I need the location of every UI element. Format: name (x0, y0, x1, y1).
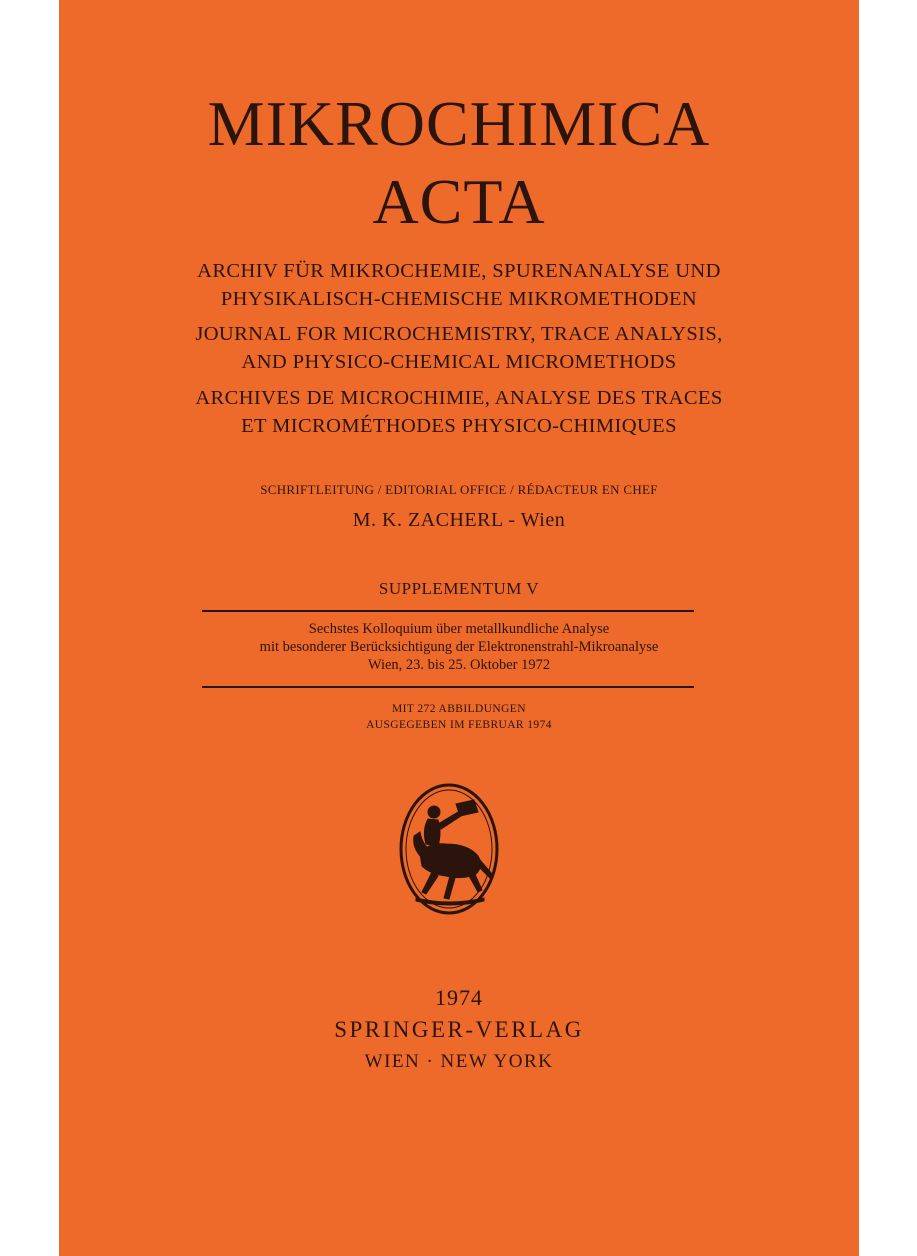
colloquium-line2: mit besonderer Berücksichtigung der Elektronenstrahl-Mikroanalyse (259, 639, 659, 655)
issue-date: AUSGEGEBEN IM FEBRUAR 1974 (366, 719, 552, 731)
subtitle-french-line2: ET MICROMÉTHODES PHYSICO-CHIMIQUES (241, 415, 677, 437)
subtitle-french-line1: ARCHIVES DE MICROCHIMIE, ANALYSE DES TRACES (195, 387, 723, 409)
top-divider (202, 610, 694, 612)
subtitle-english-line1: JOURNAL FOR MICROCHEMISTRY, TRACE ANALYSIS, (195, 323, 723, 345)
subtitle-german-line1: ARCHIV FÜR MIKROCHEMIE, SPURENANALYSE UND (197, 260, 721, 282)
subtitle-german-line2: PHYSIKALISCH-CHEMISCHE MIKROMETHODEN (220, 288, 698, 310)
editorial-office-label: SCHRIFTLEITUNG / EDITORIAL OFFICE / RÉDACTEUR EN CHEF (260, 482, 658, 497)
publisher-name: SPRINGER-VERLAG (334, 1017, 584, 1042)
subtitle-english-line2: AND PHYSICO-CHEMICAL MICROMETHODS (241, 351, 677, 373)
illustrations-count: MIT 272 ABBILDUNGEN (392, 703, 526, 715)
publication-year: 1974 (435, 985, 483, 1010)
journal-title-line2: ACTA (372, 166, 546, 237)
journal-title-line1: MIKROCHIMICA (207, 88, 711, 159)
colloquium-line3: Wien, 23. bis 25. Oktober 1972 (367, 657, 551, 673)
publisher-cities: WIEN · NEW YORK (364, 1051, 554, 1072)
bottom-divider (202, 686, 694, 688)
springer-horse-emblem-icon (398, 782, 500, 916)
colloquium-line1: Sechstes Kolloquium über metallkundliche Analyse (308, 621, 610, 637)
book-cover (59, 0, 859, 1256)
editor-name: M. K. ZACHERL - Wien (352, 509, 566, 531)
supplement-label: SUPPLEMENTUM V (378, 579, 540, 598)
